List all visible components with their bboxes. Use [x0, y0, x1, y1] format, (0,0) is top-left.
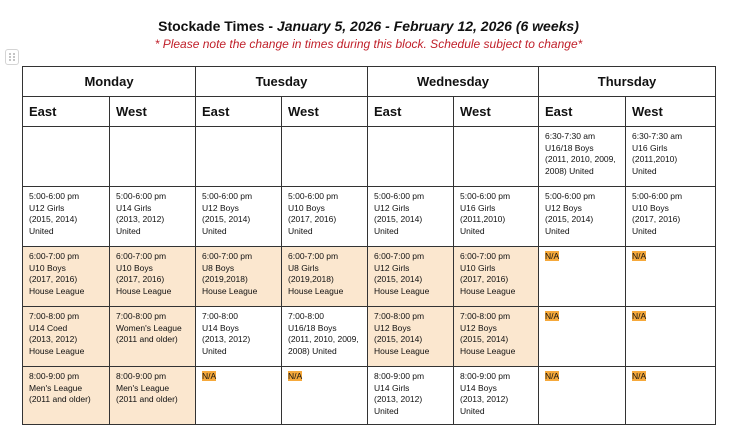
cell-line: (2019,2018)	[288, 274, 334, 284]
na-badge: N/A	[545, 251, 560, 261]
schedule-cell	[110, 247, 196, 307]
na-badge: N/A	[632, 311, 647, 321]
cell-line: U12 Girls	[374, 202, 410, 213]
cell-line: United	[632, 225, 657, 236]
cell-line: U8 Girls	[288, 262, 319, 273]
schedule-cell	[368, 307, 454, 367]
cell-line: 8:00-9:00 pm	[116, 371, 167, 381]
table-row	[23, 187, 716, 247]
cell-line: (2013, 2012)	[202, 334, 251, 344]
cell-line: United	[460, 225, 485, 236]
cell-line: U14 Girls	[116, 202, 152, 213]
cell-line: (2011,2010)	[460, 214, 506, 224]
cell-line: 8:00-9:00 pm	[460, 371, 511, 381]
cell-line: 7:00-8:00 pm	[116, 311, 167, 321]
schedule-cell	[539, 127, 626, 187]
side-header: West	[454, 97, 539, 127]
schedule-cell	[196, 307, 282, 367]
table-row	[23, 127, 716, 187]
na-badge: N/A	[545, 371, 560, 381]
side-header: East	[368, 97, 454, 127]
schedule-cell	[282, 247, 368, 307]
cell-line: (2015, 2014)	[29, 214, 78, 224]
cell-line: U10 Boys	[632, 202, 669, 213]
cell-line: 7:00-8:00 pm	[29, 311, 80, 321]
cell-line: (2017, 2016)	[116, 274, 165, 284]
cell-line: (2015, 2014)	[545, 214, 594, 224]
cell-line: 8:00-9:00 pm	[374, 371, 425, 381]
table-row	[23, 367, 716, 425]
schedule-cell	[368, 247, 454, 307]
cell-line: U14 Coed	[29, 322, 68, 333]
cell-line: U10 Boys	[288, 202, 325, 213]
cell-line: (2017, 2016)	[460, 274, 509, 284]
cell-line: (2011,2010)	[632, 154, 678, 164]
schedule-cell	[282, 127, 368, 187]
schedule-cell	[23, 187, 110, 247]
page-title	[0, 18, 737, 34]
cell-line: House League	[374, 285, 430, 296]
cell-line: U14 Boys	[202, 322, 239, 333]
cell-line: (2015, 2014)	[374, 334, 423, 344]
cell-line: 6:00-7:00 pm	[202, 251, 253, 261]
cell-line: United	[29, 225, 54, 236]
schedule-cell	[454, 247, 539, 307]
schedule-cell	[626, 247, 716, 307]
day-header-thursday: Thursday	[539, 67, 716, 97]
cell-line: 5:00-6:00 pm	[632, 191, 683, 201]
cell-line: United	[116, 225, 141, 236]
na-badge: N/A	[545, 311, 560, 321]
cell-line: (2013, 2012)	[460, 394, 509, 404]
cell-line: (2019,2018)	[202, 274, 248, 284]
cell-line: U16 Girls	[460, 202, 496, 213]
cell-line: 6:00-7:00 pm	[460, 251, 511, 261]
cell-line: (2017, 2016)	[288, 214, 337, 224]
cell-line: (2017, 2016)	[29, 274, 78, 284]
cell-line: (2011 and older)	[116, 394, 178, 404]
title-date-range: January 5, 2026 - February 12, 2026 (6 weeks)	[276, 18, 579, 34]
cell-line: United	[632, 165, 657, 176]
schedule-cell	[23, 307, 110, 367]
side-header-row	[23, 97, 716, 127]
cell-line: U16/18 Boys	[545, 142, 594, 153]
cell-line: U10 Girls	[460, 262, 496, 273]
cell-line: (2015, 2014)	[374, 274, 423, 284]
cell-line: (2015, 2014)	[202, 214, 251, 224]
cell-line: U12 Boys	[460, 322, 497, 333]
schedule-cell	[196, 367, 282, 425]
cell-line: (2017, 2016)	[632, 214, 681, 224]
cell-line: 6:00-7:00 pm	[116, 251, 167, 261]
cell-line: 5:00-6:00 pm	[374, 191, 425, 201]
cell-line: Women's League	[116, 322, 182, 333]
cell-line: U12 Boys	[545, 202, 582, 213]
cell-line: (2011 and older)	[116, 334, 178, 344]
schedule-cell	[454, 307, 539, 367]
cell-line: 5:00-6:00 pm	[116, 191, 167, 201]
cell-line: 5:00-6:00 pm	[29, 191, 80, 201]
schedule-cell	[626, 127, 716, 187]
cell-line: 6:30-7:30 am	[545, 131, 596, 141]
cell-line: (2015, 2014)	[374, 214, 423, 224]
cell-line: 7:00-8:00 pm	[460, 311, 511, 321]
cell-line: U12 Girls	[29, 202, 65, 213]
schedule-cell	[110, 367, 196, 425]
cell-line: Men's League	[29, 382, 83, 393]
cell-line: (2013, 2012)	[29, 334, 78, 344]
cell-line: 5:00-6:00 pm	[202, 191, 253, 201]
schedule-cell	[282, 307, 368, 367]
schedule-cell	[368, 367, 454, 425]
cell-line: (2011 and older)	[29, 394, 91, 404]
cell-line: United	[202, 225, 227, 236]
side-header: West	[110, 97, 196, 127]
cell-line: 7:00-8:00	[288, 311, 324, 321]
day-header-wednesday: Wednesday	[368, 67, 539, 97]
cell-line: 2008) United	[288, 345, 337, 356]
cell-line: 5:00-6:00 pm	[545, 191, 596, 201]
schedule-cell	[23, 127, 110, 187]
cell-line: United	[202, 345, 227, 356]
side-header: West	[282, 97, 368, 127]
cell-line: U16/18 Boys	[288, 322, 337, 333]
schedule-cell	[454, 367, 539, 425]
cell-line: House League	[29, 285, 85, 296]
schedule-cell	[539, 187, 626, 247]
schedule-cell	[110, 307, 196, 367]
schedule-cell	[539, 307, 626, 367]
cell-line: U14 Girls	[374, 382, 410, 393]
cell-line: United	[288, 225, 313, 236]
cell-line: 6:00-7:00 pm	[288, 251, 339, 261]
table-row	[23, 307, 716, 367]
side-header: East	[23, 97, 110, 127]
cell-line: (2013, 2012)	[116, 214, 165, 224]
cell-line: 8:00-9:00 pm	[29, 371, 80, 381]
schedule-cell	[282, 187, 368, 247]
cell-line: U12 Boys	[202, 202, 239, 213]
cell-line: 6:00-7:00 pm	[374, 251, 425, 261]
cell-line: Men's League	[116, 382, 170, 393]
cell-line: United	[374, 405, 399, 416]
schedule-cell	[454, 127, 539, 187]
schedule-cell	[454, 187, 539, 247]
cell-line: House League	[29, 345, 85, 356]
cell-line: 7:00-8:00 pm	[374, 311, 425, 321]
schedule-note: * Please note the change in times during this block. Schedule subject to change*	[154, 37, 583, 51]
day-header-monday: Monday	[23, 67, 196, 97]
schedule-cell	[196, 127, 282, 187]
day-header-row	[23, 67, 716, 97]
cell-line: 7:00-8:00	[202, 311, 238, 321]
na-badge: N/A	[632, 371, 647, 381]
cell-line: (2011, 2010, 2009,	[288, 334, 359, 344]
cell-line: (2015, 2014)	[460, 334, 509, 344]
schedule-cell	[539, 247, 626, 307]
cell-line: House League	[116, 285, 172, 296]
cell-line: (2013, 2012)	[374, 394, 423, 404]
side-header: West	[626, 97, 716, 127]
schedule-body	[23, 127, 716, 425]
cell-line: House League	[460, 285, 516, 296]
cell-line: House League	[202, 285, 258, 296]
schedule-cell	[626, 307, 716, 367]
cell-line: U8 Boys	[202, 262, 235, 273]
cell-line: U10 Boys	[29, 262, 66, 273]
schedule-cell	[110, 127, 196, 187]
na-badge: N/A	[288, 371, 303, 381]
schedule-cell	[282, 367, 368, 425]
cell-line: U10 Boys	[116, 262, 153, 273]
title-prefix: Stockade Times -	[158, 18, 274, 34]
schedule-cell	[23, 367, 110, 425]
cell-line: 6:00-7:00 pm	[29, 251, 80, 261]
schedule-cell	[368, 127, 454, 187]
drag-handle-icon[interactable]	[5, 49, 19, 65]
schedule-cell	[626, 367, 716, 425]
cell-line: U16 Girls	[632, 142, 668, 153]
cell-line: House League	[288, 285, 344, 296]
side-header: East	[539, 97, 626, 127]
day-header-tuesday: Tuesday	[196, 67, 368, 97]
schedule-cell	[196, 247, 282, 307]
schedule-cell	[23, 247, 110, 307]
schedule-cell	[196, 187, 282, 247]
schedule-cell	[110, 187, 196, 247]
na-badge: N/A	[632, 251, 647, 261]
cell-line: 5:00-6:00 pm	[288, 191, 339, 201]
cell-line: House League	[460, 345, 516, 356]
side-header: East	[196, 97, 282, 127]
cell-line: U14 Boys	[460, 382, 497, 393]
schedule-table	[22, 66, 716, 425]
schedule-cell	[539, 367, 626, 425]
cell-line: United	[374, 225, 399, 236]
cell-line: 5:00-6:00 pm	[460, 191, 511, 201]
na-badge: N/A	[202, 371, 217, 381]
cell-line: House League	[374, 345, 430, 356]
schedule-cell	[368, 187, 454, 247]
cell-line: 2008) United	[545, 165, 594, 176]
cell-line: U12 Girls	[374, 262, 410, 273]
cell-line: United	[545, 225, 570, 236]
table-row	[23, 247, 716, 307]
schedule-cell	[626, 187, 716, 247]
cell-line: U12 Boys	[374, 322, 411, 333]
cell-line: (2011, 2010, 2009,	[545, 154, 616, 164]
cell-line: United	[460, 405, 485, 416]
cell-line: 6:30-7:30 am	[632, 131, 683, 141]
